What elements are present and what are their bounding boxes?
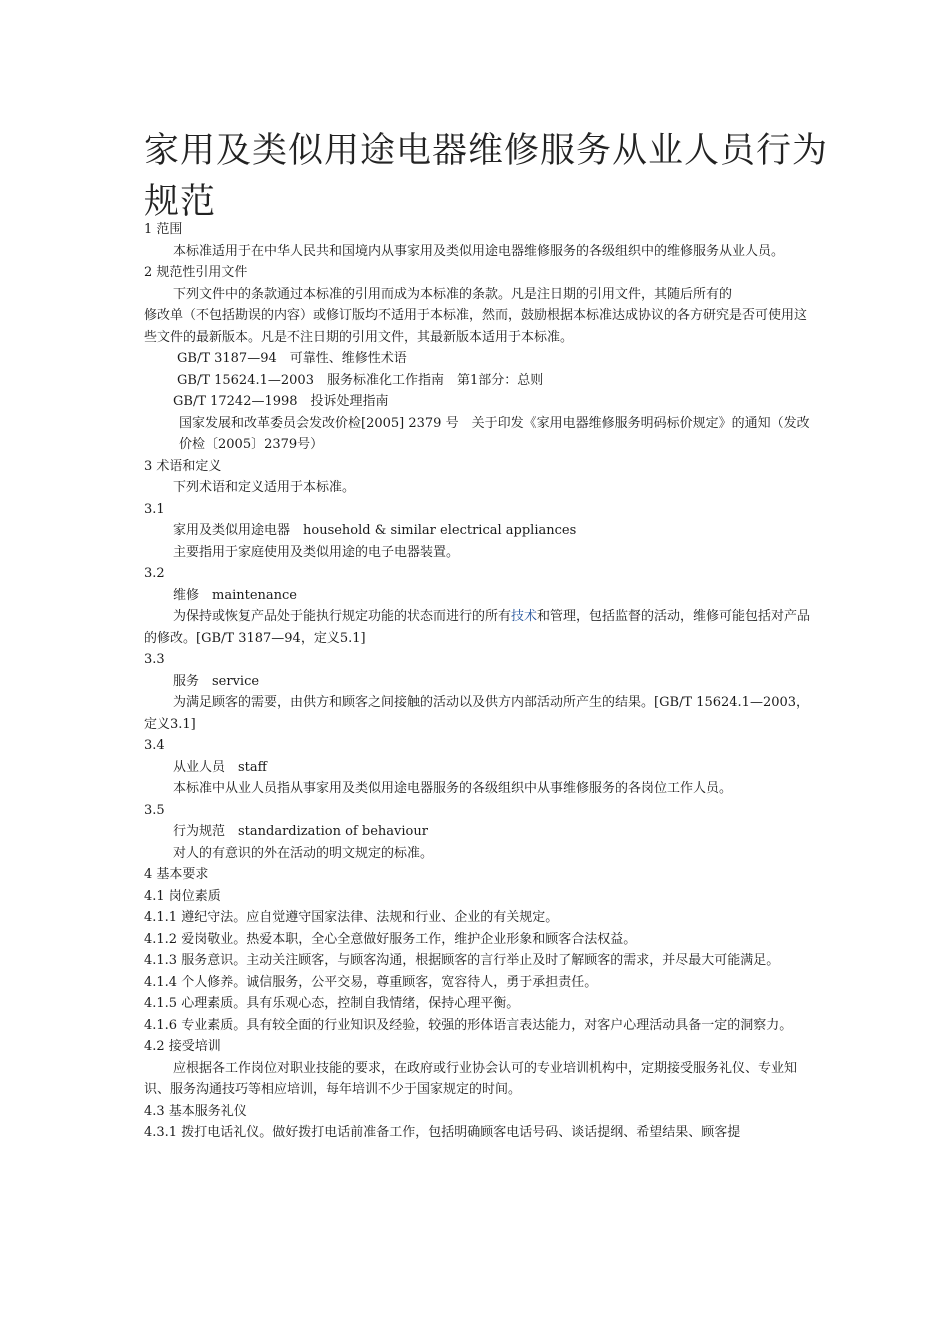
document-title: 家用及类似用途电器维修服务从业人员行为规范 (144, 131, 829, 222)
term-definition: 对人的有意识的外在活动的明文规定的标准。 (173, 845, 434, 861)
definition-text: 为保持或恢复产品处于能执行规定功能的状态而进行的所有 (173, 609, 512, 624)
clause-item: 4.1.5 心理素质。具有乐观心态，控制自我情绪，保持心理平衡。 (144, 996, 520, 1011)
section-heading: 3 术语和定义 (144, 458, 222, 474)
section-heading: 2 规范性引用文件 (144, 265, 248, 280)
term-name: 行为规范 standardization of behaviour (173, 824, 428, 839)
term-number: 3.3 (144, 652, 165, 667)
clause-item: 4.1.1 遵纪守法。应自觉遵守国家法律、法规和行业、企业的有关规定。 (144, 910, 559, 925)
term-name: 从业人员 staff (173, 759, 267, 775)
document-body (144, 219, 816, 1144)
clause-item: 4.3.1 拨打电话礼仪。做好拨打电话前准备工作，包括明确顾客电话号码、谈话提纲、希望结果、顾客提 (144, 1125, 741, 1140)
clause-item: 4.1.6 专业素质。具有较全面的行业知识及经验，较强的形体语言表达能力，对客户心理活动具备一定的洞察力。 (144, 1017, 793, 1033)
term-number: 3.2 (144, 566, 165, 581)
paragraph: 下列文件中的条款通过本标准的引用而成为本标准的条款。凡是注日期的引用文件，其随后所有的 (173, 286, 733, 302)
clause-item: 4.1.4 个人修养。诚信服务，公平交易，尊重顾客，宽容待人，勇于承担责任。 (144, 974, 598, 990)
term-name: 服务 service (173, 673, 260, 689)
reference-item: GB/T 3187—94 可靠性、维修性术语 (177, 351, 407, 366)
term-definition (144, 606, 816, 649)
term-number: 3.4 (144, 738, 165, 753)
term-name: 维修 maintenance (173, 587, 297, 603)
term-definition: 为满足顾客的需要，由供方和顾客之间接触的活动以及供方内部活动所产生的结果。[GB/T 15624.1—2003，定义3.1] (144, 695, 810, 732)
term-definition: 主要指用于家庭使用及类似用途的电子电器装置。 (173, 544, 460, 560)
paragraph: 修改单（不包括勘误的内容）或修订版均不适用于本标准，然而，鼓励根据本标准达成协议的各方研究是否可使用这些文件的最新版本。凡是不注日期的引用文件，其最新版本适用于本标准。 (144, 308, 808, 345)
term-number: 3.5 (144, 802, 165, 818)
technology-link[interactable]: 技术 (511, 609, 538, 624)
paragraph: 下列术语和定义适用于本标准。 (173, 480, 356, 495)
term-definition: 本标准中从业人员指从事家用及类似用途电器服务的各级组织中从事维修服务的各岗位工作人员。 (173, 781, 733, 796)
subsection-heading: 4.3 基本服务礼仪 (144, 1103, 247, 1119)
reference-item: GB/T 17242—1998 投诉处理指南 (173, 394, 389, 409)
clause-item: 4.1.3 服务意识。主动关注顾客，与顾客沟通，根据顾客的言行举止及时了解顾客的需求，并尽最大可能满足。 (144, 953, 780, 968)
paragraph: 应根据各工作岗位对职业技能的要求，在政府或行业协会认可的专业培训机构中，定期接受服务礼仪、专业知识、服务沟通技巧等相应培训，每年培训不少于国家规定的时间。 (144, 1060, 798, 1097)
subsection-heading: 4.2 接受培训 (144, 1039, 221, 1054)
paragraph: 本标准适用于在中华人民共和国境内从事家用及类似用途电器维修服务的各级组织中的维修服务从业人员。 (173, 243, 785, 259)
subsection-heading: 4.1 岗位素质 (144, 888, 221, 904)
clause-item: 4.1.2 爱岗敬业。热爱本职，全心全意做好服务工作，维护企业形象和顾客合法权益。 (144, 931, 637, 947)
section-heading: 1 范围 (144, 222, 183, 237)
term-name: 家用及类似用途电器 household & similar electrical appliances (173, 523, 577, 538)
term-number: 3.1 (144, 501, 165, 517)
section-heading: 4 基本要求 (144, 867, 209, 882)
definition-text: 和管理，包括监督的活动，维修可能包括对产品的修改。[GB/T 3187—94，定义5.1] (144, 609, 811, 646)
reference-item: 国家发展和改革委员会发改价检[2005] 2379 号 关于印发《家用电器维修服务明码标价规定》的通知（发改价检〔2005〕2379号） (179, 415, 810, 452)
reference-item: GB/T 15624.1—2003 服务标准化工作指南 第1部分：总则 (177, 372, 544, 388)
